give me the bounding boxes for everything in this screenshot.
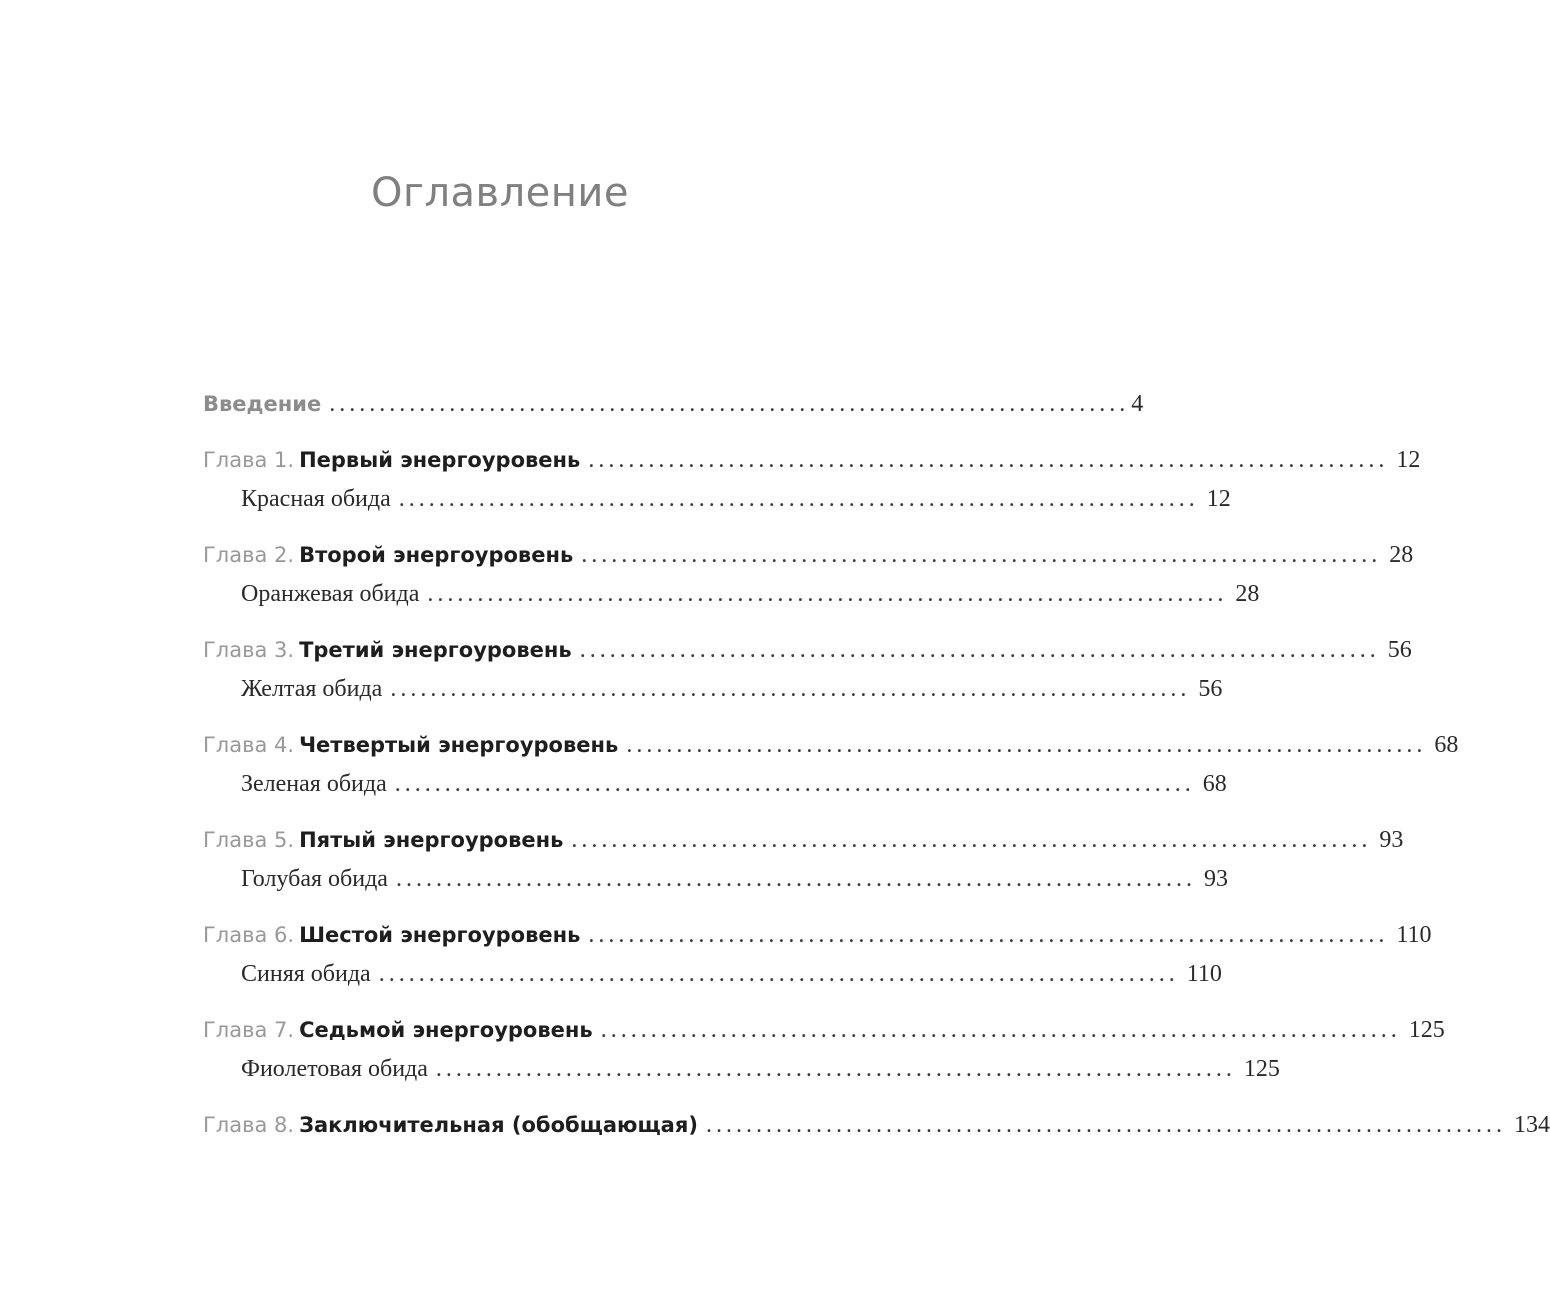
dot-leader: ................................................................................ xyxy=(395,866,1196,892)
chapter-prefix: Глава 4. xyxy=(203,733,295,757)
page-number: 56 xyxy=(1198,676,1223,702)
chapter-title: Первый энергоуровень xyxy=(299,448,581,472)
chapter-prefix: Глава 6. xyxy=(203,923,295,947)
toc-sub-row xyxy=(203,765,1227,804)
dot-leader: ................................................................................ xyxy=(427,581,1228,607)
chapter-prefix: Глава 8. xyxy=(203,1113,295,1137)
section-title: Синяя обида xyxy=(241,961,371,987)
section-title: Желтая обида xyxy=(241,676,383,702)
toc-row xyxy=(203,631,1412,670)
page-number: 110 xyxy=(1396,922,1432,948)
dot-leader: ................................................................................ xyxy=(705,1112,1506,1138)
chapter-title: Седьмой энергоуровень xyxy=(299,1018,593,1042)
page-number: 125 xyxy=(1408,1017,1445,1043)
dot-leader: ................................................................................ xyxy=(394,771,1195,797)
toc-row xyxy=(203,441,1421,480)
toc-entry-chapter-6 xyxy=(203,916,1432,994)
toc-entry-chapter-4 xyxy=(203,726,1459,804)
toc-sub-row xyxy=(203,575,1260,614)
page-number: 68 xyxy=(1202,771,1227,797)
toc-row xyxy=(203,1011,1445,1050)
dot-leader: ................................................................................ xyxy=(435,1056,1236,1082)
toc-row xyxy=(203,385,1144,424)
toc-entry-chapter-5 xyxy=(203,821,1404,899)
dot-leader: ................................................................................ xyxy=(600,1017,1401,1043)
toc-entry-chapter-2 xyxy=(203,536,1414,614)
toc-sub-row xyxy=(203,480,1231,519)
dot-leader: ................................................................................ xyxy=(398,486,1199,512)
page-title: Оглавление xyxy=(370,170,630,216)
toc-entry-chapter-8 xyxy=(203,1106,1550,1145)
toc-row xyxy=(203,821,1404,860)
page-number: 110 xyxy=(1186,961,1222,987)
toc-sub-row xyxy=(203,860,1228,899)
page-number: 12 xyxy=(1206,486,1231,512)
section-title: Фиолетовая обида xyxy=(241,1056,428,1082)
page-number: 68 xyxy=(1434,732,1459,758)
chapter-prefix: Глава 3. xyxy=(203,638,295,662)
dot-leader: ................................................................................ xyxy=(390,676,1191,702)
chapter-prefix: Глава 7. xyxy=(203,1018,295,1042)
page-number: 125 xyxy=(1243,1056,1280,1082)
chapter-title: Второй энергоуровень xyxy=(299,543,574,567)
toc-entry-chapter-1 xyxy=(203,441,1421,519)
table-of-contents xyxy=(203,385,1550,1145)
dot-leader: ................................................................................ xyxy=(579,637,1380,663)
dot-leader: ................................................................................ xyxy=(571,827,1372,853)
chapter-title: Четвертый энергоуровень xyxy=(299,733,619,757)
intro-label: Введение xyxy=(203,392,322,416)
page-number: 93 xyxy=(1203,866,1228,892)
toc-row xyxy=(203,536,1414,575)
dot-leader: ................................................................................ xyxy=(329,391,1130,417)
section-title: Оранжевая обида xyxy=(241,581,420,607)
chapter-title: Шестой энергоуровень xyxy=(299,923,581,947)
toc-sub-row xyxy=(203,1050,1280,1089)
dot-leader: ................................................................................ xyxy=(378,961,1179,987)
chapter-title: Третий энергоуровень xyxy=(299,638,572,662)
page-number: 28 xyxy=(1389,542,1414,568)
chapter-title: Заключительная (обобщающая) xyxy=(299,1113,698,1137)
section-title: Голубая обида xyxy=(241,866,388,892)
page-number: 93 xyxy=(1379,827,1404,853)
toc-sub-row xyxy=(203,955,1222,994)
section-title: Красная обида xyxy=(241,486,391,512)
page-number: 4 xyxy=(1131,391,1144,417)
toc-entry-intro xyxy=(203,385,1144,424)
dot-leader: ................................................................................ xyxy=(588,922,1389,948)
toc-row xyxy=(203,1106,1550,1145)
dot-leader: ................................................................................ xyxy=(588,447,1389,473)
toc-row xyxy=(203,726,1459,765)
toc-row xyxy=(203,916,1432,955)
chapter-prefix: Глава 1. xyxy=(203,448,295,472)
dot-leader: ................................................................................ xyxy=(626,732,1427,758)
dot-leader: ................................................................................ xyxy=(581,542,1382,568)
toc-entry-chapter-3 xyxy=(203,631,1412,709)
page-number: 12 xyxy=(1396,447,1421,473)
chapter-prefix: Глава 5. xyxy=(203,828,295,852)
page-number: 56 xyxy=(1387,637,1412,663)
chapter-title: Пятый энергоуровень xyxy=(299,828,564,852)
section-title: Зеленая обида xyxy=(241,771,387,797)
page-number: 28 xyxy=(1235,581,1260,607)
chapter-prefix: Глава 2. xyxy=(203,543,295,567)
toc-sub-row xyxy=(203,670,1223,709)
toc-entry-chapter-7 xyxy=(203,1011,1445,1089)
page-number: 134 xyxy=(1513,1112,1550,1138)
